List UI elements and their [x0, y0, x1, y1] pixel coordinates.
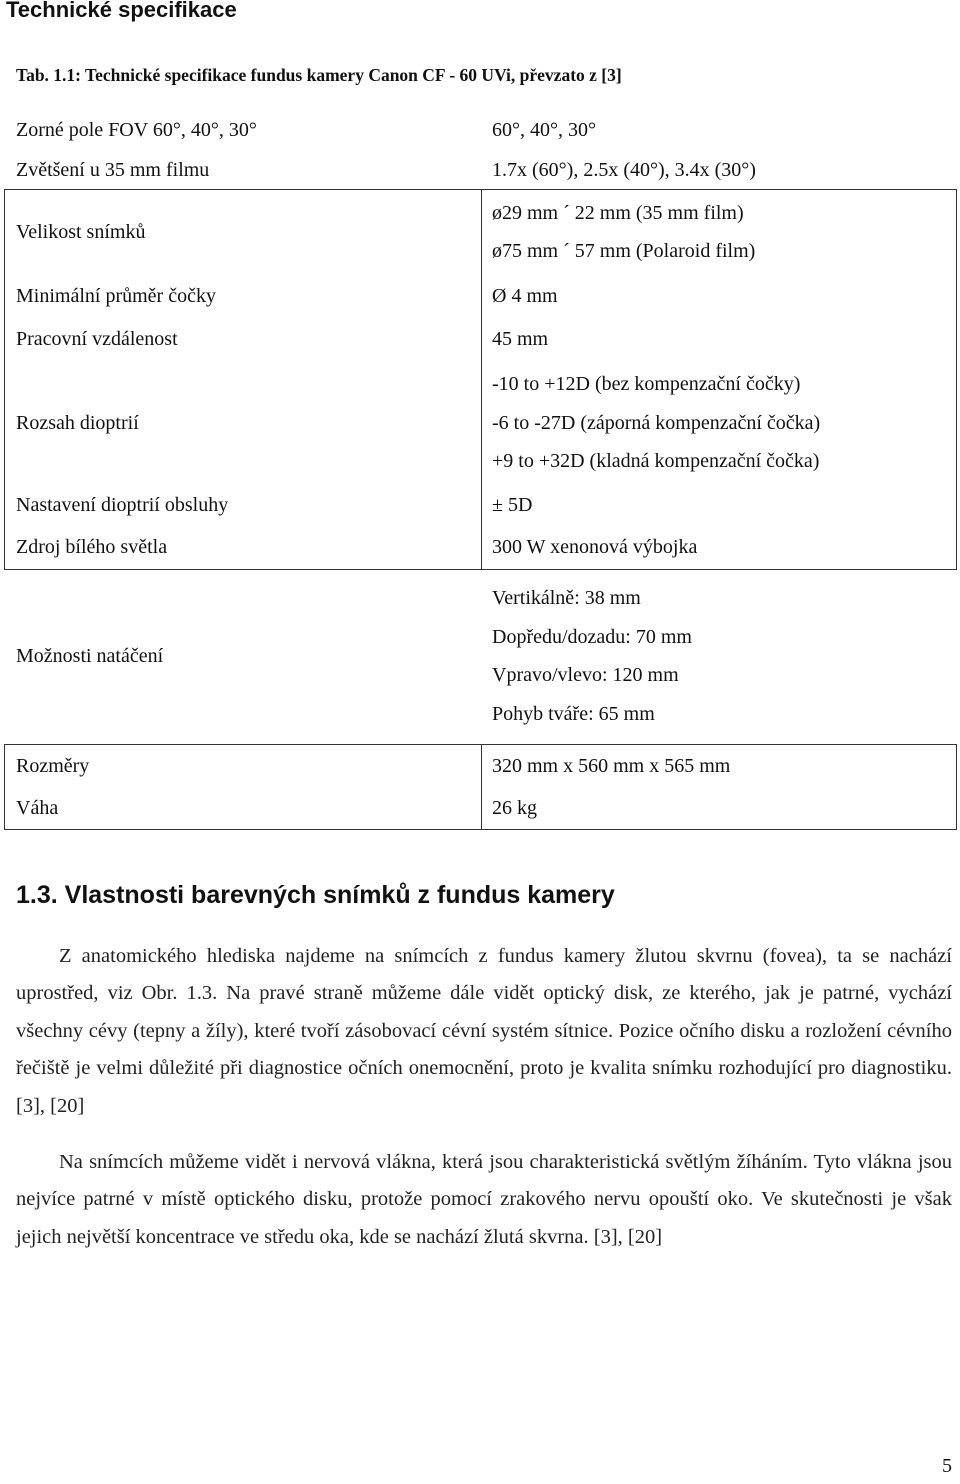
spec-value: ± 5D	[492, 493, 533, 516]
spec-label: Rozsah dioptrií	[16, 411, 139, 434]
table-row	[0, 191, 960, 273]
spec-value: 1.7x (60°), 2.5x (40°), 3.4x (30°)	[492, 159, 756, 182]
section-title: 1.3. Vlastnosti barevných snímků z fundus kamery	[16, 881, 615, 909]
spec-label: Váha	[16, 796, 59, 819]
paragraph: Z anatomického hlediska najdeme na snímcích z fundus kamery žlutou skvrnu (fovea), ta se nachází uprostřed, viz Obr. 1.3. Na pravé straně můžeme dále vidět optický disk, ze kterého, jak je patrné, vychází všechny cévy (tepny a žíly), které tvoří zásobovací cévní systém sítnice. Pozice očního disku a rozložení cévního řečiště je velmi důležité při diagnostice očních onemocnění, proto je kvalita snímku rozhodující pro diagnostiku. [3], [20]	[16, 945, 952, 1117]
spec-value: 320 mm x 560 mm x 565 mm	[492, 754, 731, 777]
table-row	[0, 318, 960, 360]
spec-value: 60°, 40°, 30°	[492, 118, 596, 141]
table-row	[0, 151, 960, 190]
spec-value: Ø 4 mm	[492, 284, 558, 307]
spec-value: 300 W xenonová výbojka	[492, 535, 698, 558]
spec-label: Zorné pole FOV 60°, 40°, 30°	[16, 118, 257, 141]
spec-label: Velikost snímků	[16, 220, 146, 243]
table-row	[0, 110, 960, 150]
spec-value: Vertikálně: 38 mm Dopředu/dozadu: 70 mm Vpravo/vlevo: 120 mm Pohyb tváře: 65 mm	[492, 587, 692, 725]
spec-label: Nastavení dioptrií obsluhy	[16, 493, 229, 516]
spec-label: Zvětšení u 35 mm filmu	[16, 159, 210, 182]
table-row	[0, 788, 960, 828]
table-row	[0, 576, 960, 736]
spec-label: Možnosti natáčení	[16, 644, 164, 667]
spec-label: Rozměry	[16, 754, 90, 777]
table-row	[0, 275, 960, 317]
paragraph: Na snímcích můžeme vidět i nervová vlákna, která jsou charakteristická světlým žíháním. Tyto vlákna jsou nejvíce patrné v místě optického disku, protože pomocí zrakového nervu opouští oko. Ve skutečnosti je však jejich největší koncentrace ve středu oka, kde se nachází žlutá skvrna. [3], [20]	[16, 1151, 952, 1248]
spec-value: 45 mm	[492, 327, 549, 350]
spec-value: -10 to +12D (bez kompenzační čočky) -6 to -27D (záporná kompenzační čočka) +9 to +32D (kladná kompenzační čočka)	[492, 373, 821, 473]
table-caption: Tab. 1.1: Technické specifikace fundus kamery Canon CF - 60 UVi, převzato z [3]	[16, 65, 622, 85]
spec-label: Pracovní vzdálenost	[16, 327, 178, 350]
table-row	[0, 485, 960, 525]
spec-label: Zdroj bílého světla	[16, 535, 168, 558]
page-number: 5	[942, 1455, 952, 1477]
spec-value: 26 kg	[492, 796, 537, 819]
table-row	[0, 527, 960, 567]
table-row	[0, 746, 960, 786]
spec-value: ø29 mm ´ 22 mm (35 mm film) ø75 mm ´ 57 mm (Polaroid film)	[492, 201, 756, 262]
table-row	[0, 362, 960, 484]
spec-label: Minimální průměr čočky	[16, 284, 216, 307]
section-heading: Technické specifikace	[6, 0, 237, 22]
